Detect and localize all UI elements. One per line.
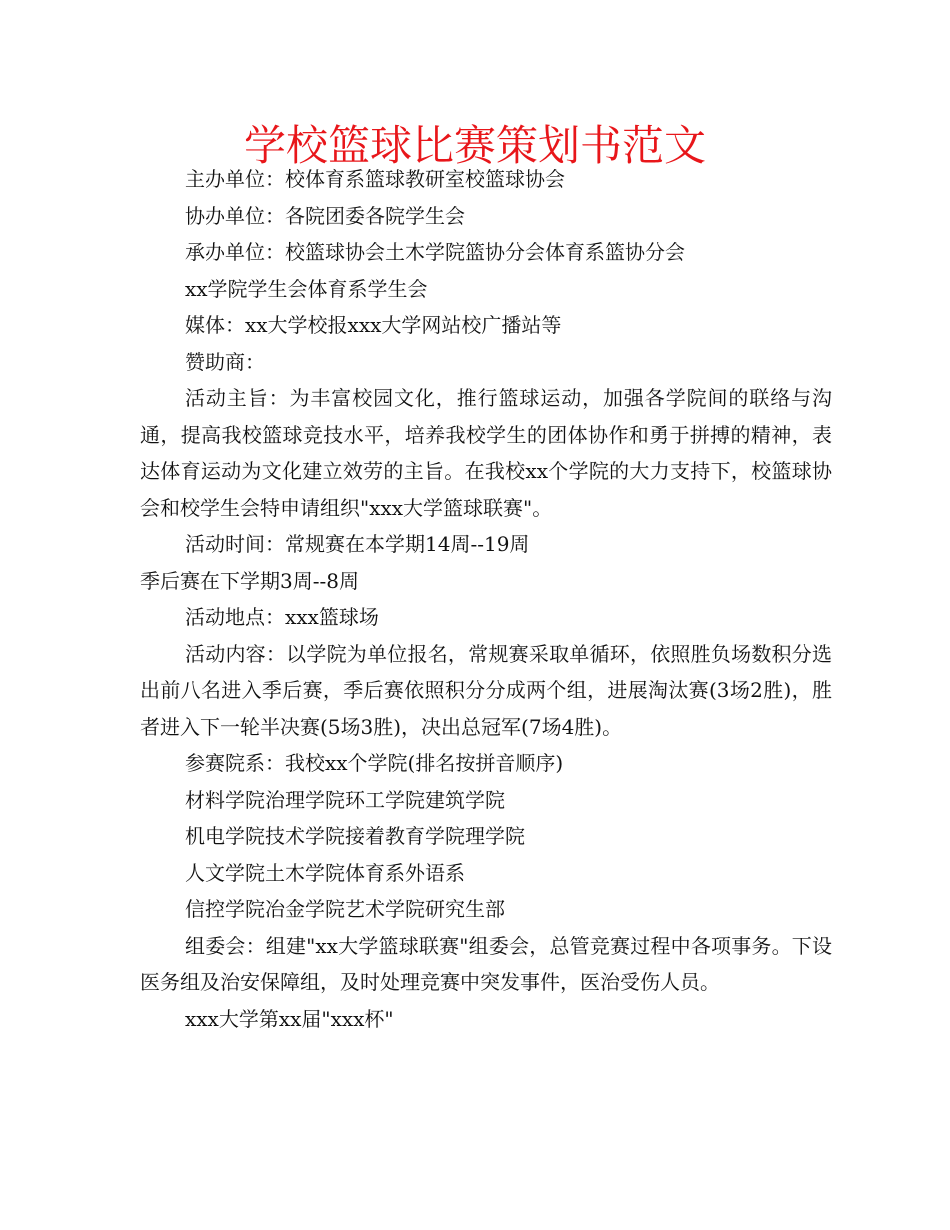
paragraph-playoff-time: 季后赛在下学期3周--8周: [140, 568, 359, 593]
paragraph-colleges-3: 人文学院土木学院体育系外语系: [185, 860, 465, 885]
paragraph-sponsor: 赞助商：: [185, 349, 265, 374]
paragraph-content: 活动内容：以学院为单位报名，常规赛采取单循环，依照胜负场数积分选出前八名进入季后赛，季后赛依照积分分成两个组，进展淘汰赛(3场2胜)，胜者进入下一轮半决赛(5场3胜)，决出总冠军(7场4胜)。: [140, 641, 832, 739]
paragraph-undertaker: 承办单位：校篮球协会土木学院篮协分会体育系篮协分会: [185, 240, 685, 264]
document-title: 学校篮球比赛策划书范文: [243, 121, 706, 170]
paragraph-location: 活动地点：xxx篮球场: [185, 605, 379, 629]
document-body: [140, 161, 832, 1037]
paragraph-committee: 组委会：组建"xx大学篮球联赛"组委会，总管竞赛过程中各项事务。下设医务组及治安保障组，及时处理竞赛中突发事件，医治受伤人员。: [140, 933, 832, 994]
paragraph-undertaker-continued: xx学院学生会体育系学生会: [185, 276, 428, 301]
paragraph-colleges-4: 信控学院冶金学院艺术学院研究生部: [185, 897, 505, 921]
paragraph-organizer: 主办单位：校体育系篮球教研室校篮球协会: [185, 167, 565, 191]
paragraph-co-organizer: 协办单位：各院团委各院学生会: [185, 203, 465, 228]
paragraph-participants: 参赛院系：我校xx个学院(排名按拼音顺序): [185, 751, 564, 775]
paragraph-media: 媒体：xx大学校报xxx大学网站校广播站等: [185, 313, 562, 337]
paragraph-colleges-1: 材料学院治理学院环工学院建筑学院: [185, 787, 505, 812]
paragraph-time: 活动时间：常规赛在本学期14周--19周: [185, 532, 530, 556]
paragraph-cup-name: xxx大学第xx届"xxx杯": [185, 1006, 394, 1031]
paragraph-purpose: 活动主旨：为丰富校园文化，推行篮球运动，加强各学院间的联络与沟通，提高我校篮球竞技水平，培养我校学生的团体协作和勇于拼搏的精神，表达体育运动为文化建立效劳的主旨。在我校xx个学院的大力支持下，校篮球协会和校学生会特申请组织"xxx大学篮球联赛"。: [140, 386, 832, 520]
paragraph-colleges-2: 机电学院技术学院接着教育学院理学院: [185, 824, 525, 848]
